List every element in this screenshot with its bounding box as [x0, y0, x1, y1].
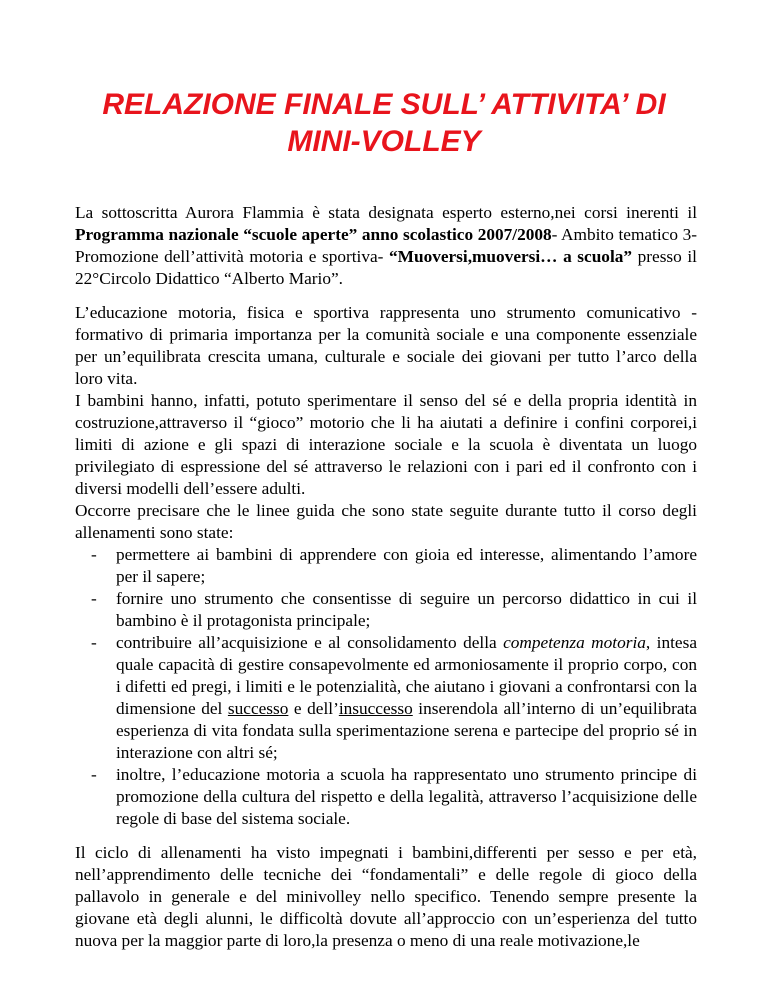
intro-program-bold: Programma nazionale “scuole aperte” anno scolastico 2007/2008 [75, 225, 552, 244]
guideline-italic-term: competenza motoria [503, 633, 646, 652]
guideline-text: inserendola all’interno di un’equilibrata esperienza di vita fondata sulla sperimentazione serena e partecipe del proprio sé in interazione con altri sé; [116, 699, 697, 762]
paragraph-guidelines-intro: Occorre precisare che le linee guida che sono state seguite durante tutto il corso degli allenamenti sono state: [75, 501, 697, 542]
list-dash: - [91, 633, 97, 652]
guidelines-list [75, 544, 697, 830]
guideline-text: contribuire all’acquisizione e al consolidamento della [116, 633, 504, 652]
intro-text-2: - Ambito tematico 3- Promozione dell’attività motoria e sportiva- [75, 225, 697, 266]
guideline-item [75, 588, 697, 632]
guideline-item [75, 764, 697, 830]
paragraph-intro [75, 202, 697, 290]
paragraph-education: L’educazione motoria, fisica e sportiva rappresenta uno strumento comunicativo - formativo di primaria importanza per la comunità sociale e una componente essenziale per un’equilibrata crescita umana, culturale e sociale dei giovani per tutto l’arco della loro vita. [75, 303, 697, 388]
guideline-text: permettere ai bambini di apprendere con gioia ed interesse, alimentando l’amore per il sapere; [116, 545, 697, 586]
guideline-underlined-term: successo [227, 699, 289, 718]
document-body [75, 202, 697, 952]
list-dash: - [91, 545, 97, 564]
guideline-text: fornire uno strumento che consentisse di seguire un percorso didattico in cui il bambino è il protagonista principale; [116, 589, 697, 630]
list-dash: - [91, 589, 97, 608]
paragraph-children: I bambini hanno, infatti, potuto sperimentare il senso del sé e della propria identità in costruzione,attraverso il “gioco” motorio che li ha aiutati a definire i confini corporei,i limiti di azione e gli spazi di interazione sociale e la scuola è diventata un luogo privilegiato di espressione del sé attraverso le relazioni con i pari ed il confronto con i diversi modelli dell’essere adulti. [75, 391, 697, 498]
title-line-2: MINI-VOLLEY [287, 125, 481, 158]
title-line-1: RELAZIONE FINALE SULL’ ATTIVITA’ DI [102, 88, 666, 121]
document-title [40, 86, 728, 160]
guideline-item [75, 632, 697, 764]
guideline-item [75, 544, 697, 588]
paragraph-training-cycle: Il ciclo di allenamenti ha visto impegnati i bambini,differenti per sesso e per età, nell’apprendimento delle tecniche dei “fondamentali” e delle regole di gioco della pallavolo in generale e del minivolley nello specifico. Tenendo sempre presente la giovane età degli alunni, le difficoltà dovute all’approccio con un’esperienza del tutto nuova per la maggior parte di loro,la presenza o meno di una reale motivazione,le [75, 843, 697, 950]
guideline-underlined-term: insuccesso [338, 699, 413, 718]
intro-text-1: La sottoscritta Aurora Flammia è stata designata esperto esterno,nei corsi inerenti il [75, 203, 697, 222]
guideline-text: , intesa quale capacità di gestire consapevolmente ed armoniosamente il proprio corpo, con i difetti ed pregi, i limiti e le potenzialità, che aiutano i giovani a confrontarsi con la dimensione del [116, 633, 697, 718]
guideline-text: e dell’ [288, 699, 339, 718]
intro-text-3: presso il 22°Circolo Didattico “Alberto Mario”. [75, 247, 697, 288]
list-dash: - [91, 765, 97, 784]
intro-project-bold: “Muoversi,muoversi… a scuola” [389, 247, 633, 266]
guideline-text: inoltre, l’educazione motoria a scuola ha rappresentato uno strumento principe di promozione della cultura del rispetto e della legalità, attraverso l’acquisizione delle regole di base del sistema sociale. [116, 765, 697, 828]
